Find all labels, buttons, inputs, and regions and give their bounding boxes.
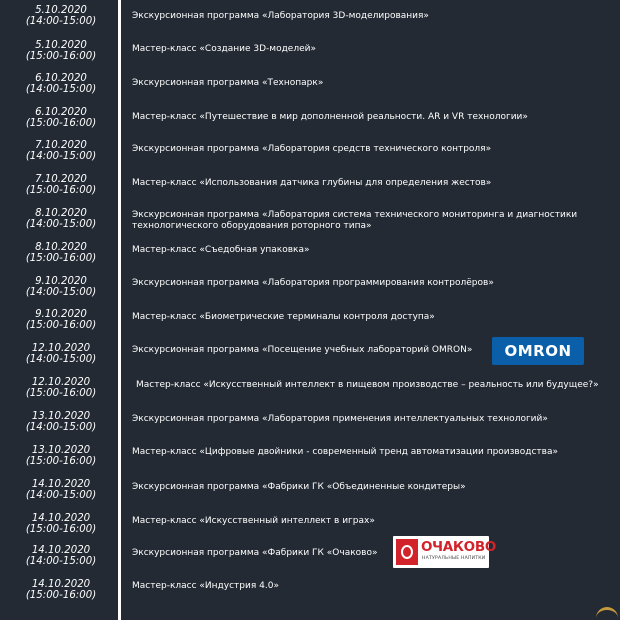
schedule-row bbox=[0, 140, 620, 174]
schedule-row bbox=[0, 479, 620, 513]
event-time: (14:00-15:00) bbox=[25, 151, 97, 162]
event-time: (15:00-16:00) bbox=[25, 456, 97, 467]
event-time: (15:00-16:00) bbox=[25, 320, 97, 331]
schedule-date bbox=[18, 5, 104, 27]
event-title: Экскурсионная программа «Лаборатория система технического мониторинга и диагностики технологического оборудования роторного типа» bbox=[132, 210, 578, 231]
schedule-row bbox=[0, 513, 620, 547]
ochakovo-name: ОЧАКОВО bbox=[421, 539, 497, 555]
schedule-row bbox=[0, 545, 620, 579]
omron-logo: OMRON bbox=[492, 337, 584, 365]
schedule-row bbox=[0, 73, 620, 107]
schedule-date bbox=[18, 73, 104, 95]
event-time: (15:00-16:00) bbox=[25, 51, 97, 62]
event-date: 6.10.2020 bbox=[35, 73, 87, 84]
event-time: (14:00-15:00) bbox=[25, 84, 97, 95]
schedule-date bbox=[18, 545, 104, 567]
event-date: 14.10.2020 bbox=[31, 579, 91, 590]
event-date: 5.10.2020 bbox=[35, 5, 87, 16]
event-date: 7.10.2020 bbox=[35, 174, 87, 185]
schedule-date bbox=[18, 411, 104, 433]
ochakovo-mark-icon bbox=[396, 539, 418, 565]
event-date: 7.10.2020 bbox=[35, 140, 87, 151]
event-date: 12.10.2020 bbox=[31, 377, 91, 388]
event-time: (14:00-15:00) bbox=[25, 16, 97, 27]
event-title: Мастер-класс «Искусственный интеллект в играх» bbox=[132, 516, 375, 526]
schedule-date bbox=[18, 174, 104, 196]
schedule-row bbox=[0, 5, 620, 39]
event-time: (15:00-16:00) bbox=[25, 590, 97, 601]
schedule-row bbox=[0, 579, 620, 613]
event-time: (15:00-16:00) bbox=[25, 185, 97, 196]
event-date: 13.10.2020 bbox=[31, 411, 91, 422]
event-title: Мастер-класс «Индустрия 4.0» bbox=[132, 581, 279, 591]
event-date: 9.10.2020 bbox=[35, 309, 87, 320]
schedule-row bbox=[0, 411, 620, 445]
event-time: (15:00-16:00) bbox=[25, 118, 97, 129]
schedule-date bbox=[18, 242, 104, 264]
event-title: Мастер-класс «Съедобная упаковка» bbox=[132, 245, 310, 255]
schedule-date bbox=[18, 343, 104, 365]
event-title: Экскурсионная программа «Фабрики ГК «Очаково» bbox=[132, 548, 378, 558]
event-title: Мастер-класс «Создание 3D-моделей» bbox=[132, 44, 316, 54]
ochakovo-logo bbox=[393, 536, 497, 568]
event-title: Мастер-класс «Биометрические терминалы контроля доступа» bbox=[132, 312, 435, 322]
event-date: 14.10.2020 bbox=[31, 479, 91, 490]
event-time: (14:00-15:00) bbox=[25, 219, 97, 230]
event-time: (15:00-16:00) bbox=[25, 253, 97, 264]
event-date: 9.10.2020 bbox=[35, 276, 87, 287]
event-title: Мастер-класс «Искусственный интеллект в пищевом производстве – реальность или будущее?» bbox=[136, 380, 599, 390]
schedule-row bbox=[0, 242, 620, 276]
event-title: Экскурсионная программа «Фабрики ГК «Объединенные кондитеры» bbox=[132, 482, 466, 492]
event-title: Экскурсионная программа «Лаборатория программирования контролёров» bbox=[132, 278, 494, 288]
schedule-row bbox=[0, 40, 620, 74]
event-date: 5.10.2020 bbox=[35, 40, 87, 51]
event-title: Экскурсионная программа «Посещение учебных лабораторий OMRON» bbox=[132, 345, 473, 355]
event-date: 8.10.2020 bbox=[35, 208, 87, 219]
event-title: Экскурсионная программа «Лаборатория 3D-моделирования» bbox=[132, 11, 429, 21]
event-date: 13.10.2020 bbox=[31, 445, 91, 456]
schedule-date bbox=[18, 107, 104, 129]
event-time: (14:00-15:00) bbox=[25, 490, 97, 501]
event-time: (14:00-15:00) bbox=[25, 556, 97, 567]
schedule-date bbox=[18, 445, 104, 467]
event-date: 8.10.2020 bbox=[35, 242, 87, 253]
event-date: 14.10.2020 bbox=[31, 545, 91, 556]
event-title: Мастер-класс «Путешествие в мир дополненной реальности. AR и VR технологии» bbox=[132, 112, 528, 122]
schedule-date bbox=[18, 140, 104, 162]
schedule-date bbox=[18, 276, 104, 298]
schedule-date bbox=[18, 479, 104, 501]
event-time: (15:00-16:00) bbox=[25, 524, 97, 535]
schedule-date bbox=[18, 40, 104, 62]
schedule-row bbox=[0, 445, 620, 479]
schedule-row bbox=[0, 174, 620, 208]
event-time: (14:00-15:00) bbox=[25, 354, 97, 365]
schedule-row bbox=[0, 107, 620, 141]
event-title: Мастер-класс «Использования датчика глубины для определения жестов» bbox=[132, 178, 492, 188]
event-title: Экскурсионная программа «Технопарк» bbox=[132, 78, 324, 88]
schedule-date bbox=[18, 309, 104, 331]
event-title: Мастер-класс «Цифровые двойники - современный тренд автоматизации производства» bbox=[132, 447, 558, 457]
event-date: 12.10.2020 bbox=[31, 343, 91, 354]
event-date: 14.10.2020 bbox=[31, 513, 91, 524]
schedule-row bbox=[0, 276, 620, 310]
schedule-date bbox=[18, 208, 104, 230]
schedule-date bbox=[18, 377, 104, 399]
event-date: 6.10.2020 bbox=[35, 107, 87, 118]
schedule-date bbox=[18, 579, 104, 601]
event-title: Экскурсионная программа «Лаборатория применения интеллектуальных технологий» bbox=[132, 414, 548, 424]
ochakovo-subtitle: НАТУРАЛЬНЫЕ НАПИТКИ bbox=[422, 556, 486, 561]
event-title: Экскурсионная программа «Лаборатория средств технического контроля» bbox=[132, 144, 492, 154]
schedule-date bbox=[18, 513, 104, 535]
event-time: (14:00-15:00) bbox=[25, 287, 97, 298]
schedule-row bbox=[0, 377, 620, 411]
event-time: (14:00-15:00) bbox=[25, 422, 97, 433]
event-time: (15:00-16:00) bbox=[25, 388, 97, 399]
schedule-row bbox=[0, 208, 620, 242]
